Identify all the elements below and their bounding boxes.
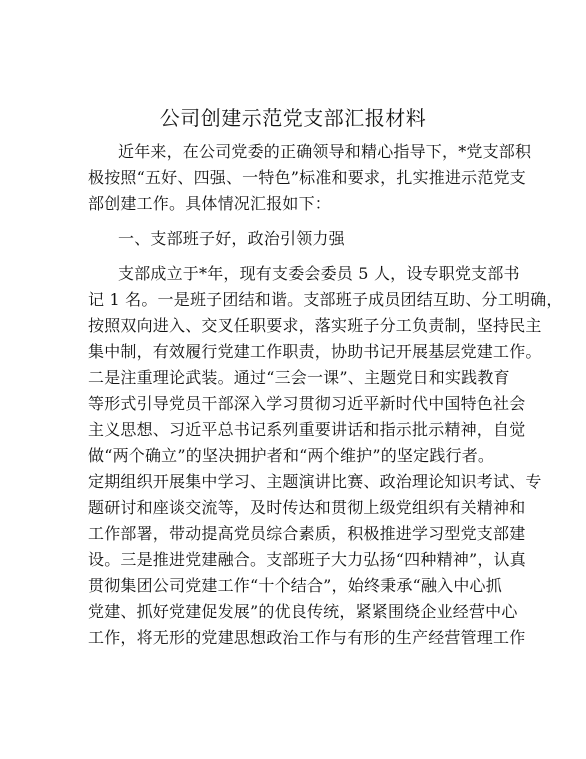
section-heading: 一、支部班子好，政治引领力强 xyxy=(118,229,345,248)
paragraph-line: 贯彻集团公司党建工作“十个结合”，始终秉承“融入中心抓 xyxy=(88,576,502,595)
paragraph-line: 记 1 名。一是班子团结和谐。支部班子成员团结互助、分工明确， xyxy=(88,290,563,309)
paragraph-line: 按照双向进入、交叉任职要求，落实班子分工负责制，坚持民主 xyxy=(88,316,542,335)
paragraph-line: 极按照“五好、四强、一特色”标准和要求，扎实推进示范党支 xyxy=(88,168,526,187)
paragraph-line: 等形式引导党员干部深入学习贯彻习近平新时代中国特色社会 xyxy=(88,394,526,413)
paragraph-line: 定期组织开展集中学习、主题演讲比赛、政治理论知识考试、专 xyxy=(88,472,542,491)
paragraph-line: 工作部署，带动提高党员综合素质，积极推进学习型党支部建 xyxy=(88,524,526,543)
paragraph-line: 工作，将无形的党建思想政治工作与有形的生产经营管理工作 xyxy=(88,628,526,647)
paragraph-line: 设。三是推进党建融合。支部班子大力弘扬“四种精神”，认真 xyxy=(88,550,526,569)
paragraph-line: 部创建工作。具体情况汇报如下： xyxy=(88,194,332,213)
paragraph-line: 支部成立于*年，现有支委会委员 5 人，设专职党支部书 xyxy=(118,264,520,283)
paragraph-line: 二是注重理论武装。通过“三会一课”、主题党日和实践教育 xyxy=(88,368,510,387)
document-title: 公司创建示范党支部汇报材料 xyxy=(159,106,427,130)
paragraph-line: 近年来，在公司党委的正确领导和精心指导下，*党支部积 xyxy=(118,142,532,161)
paragraph-line: 集中制，有效履行党建工作职责，协助书记开展基层党建工作。 xyxy=(88,342,542,361)
paragraph-line: 主义思想、习近平总书记系列重要讲话和指示批示精神，自觉 xyxy=(88,420,526,439)
paragraph-line: 做“两个确立”的坚决拥护者和“两个维护”的坚定践行者。 xyxy=(88,446,495,465)
paragraph-line: 题研讨和座谈交流等，及时传达和贯彻上级党组织有关精神和 xyxy=(88,498,526,517)
paragraph-line: 党建、抓好党建促发展”的优良传统，紧紧围绕企业经营中心 xyxy=(88,602,518,621)
